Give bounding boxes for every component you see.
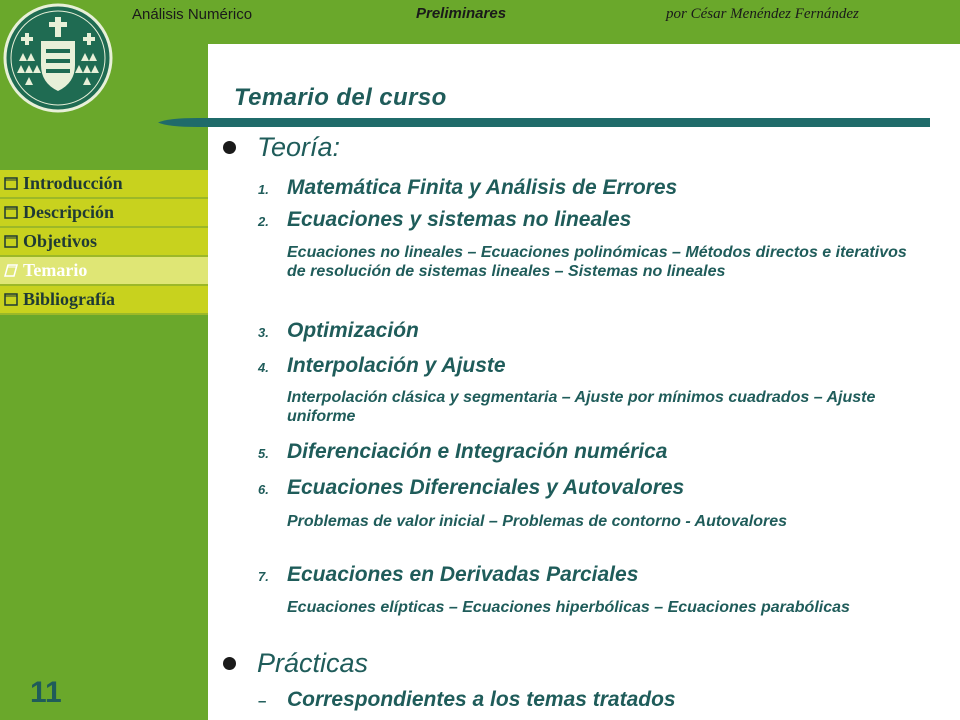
item-title: Optimización	[287, 319, 419, 342]
item-title: Correspondientes a los temas tratados	[287, 688, 676, 711]
list-item	[258, 563, 638, 587]
list-item	[258, 354, 506, 378]
item-title: Interpolación y Ajuste	[287, 354, 506, 377]
header-author: por César Menéndez Fernández	[666, 6, 859, 22]
item-title: Ecuaciones Diferenciales y Autovalores	[287, 476, 685, 499]
item-title: Matemática Finita y Análisis de Errores	[287, 176, 678, 199]
slide-title: Temario del curso	[234, 84, 447, 111]
nav-label: Descripción	[23, 202, 114, 222]
bullet-dot-icon	[223, 141, 236, 154]
nav-label: Introducción	[23, 173, 123, 193]
item-number: 4.	[258, 360, 269, 375]
nav-label: Temario	[23, 260, 88, 280]
item-number: 6.	[258, 482, 269, 497]
nav-item-bibliografia[interactable]	[0, 286, 208, 315]
practicas-heading: Prácticas	[257, 648, 369, 678]
item-title: Ecuaciones en Derivadas Parciales	[287, 563, 639, 586]
item-title: Ecuaciones y sistemas no lineales	[287, 208, 632, 231]
item-detail: Ecuaciones elípticas – Ecuaciones hiperbólicas – Ecuaciones parabólicas	[287, 599, 850, 616]
item-detail: Problemas de valor inicial – Problemas de contorno - Autovalores	[287, 513, 787, 530]
nav-item-objetivos[interactable]	[0, 228, 208, 257]
list-item	[258, 476, 684, 500]
item-number: 3.	[258, 325, 269, 340]
list-item	[258, 688, 676, 712]
item-number: 2.	[258, 214, 269, 229]
dash-marker: –	[258, 693, 267, 710]
nav-item-temario[interactable]	[0, 257, 208, 286]
nav-label: Bibliografía	[23, 289, 116, 309]
header-course: Análisis Numérico	[132, 6, 253, 23]
title-underline	[158, 118, 930, 127]
nav-label: Objetivos	[23, 231, 97, 251]
teoria-heading: Teoría:	[257, 132, 341, 162]
item-number: 5.	[258, 446, 269, 461]
notebook-icon	[4, 292, 18, 306]
university-seal-logo	[3, 3, 113, 113]
item-title: Diferenciación e Integración numérica	[287, 440, 668, 463]
list-item	[258, 208, 631, 232]
notebook-icon	[4, 205, 18, 219]
header-bar	[0, 0, 960, 24]
nav-item-descripcion[interactable]	[0, 199, 208, 228]
item-number: 1.	[258, 182, 269, 197]
header-section: Preliminares	[416, 5, 507, 22]
item-detail: Ecuaciones no lineales – Ecuaciones polinómicas – Métodos directos e iterativos de resolución de sistemas lineales – Sistemas no lineales	[287, 244, 907, 280]
page-number: 11	[30, 676, 62, 709]
open-notebook-icon	[4, 263, 18, 277]
practicas-heading-row	[220, 648, 368, 679]
list-item	[258, 440, 667, 464]
teoria-heading-row	[220, 132, 340, 163]
nav-item-introduccion[interactable]	[0, 170, 208, 199]
item-detail: Interpolación clásica y segmentaria – Ajuste por mínimos cuadrados – Ajuste uniforme	[287, 389, 876, 425]
list-item	[258, 176, 677, 200]
notebook-icon	[4, 176, 18, 190]
item-number: 7.	[258, 569, 269, 584]
nav-menu	[0, 170, 208, 315]
bullet-dot-icon	[223, 657, 236, 670]
list-item	[258, 319, 419, 343]
notebook-icon	[4, 234, 18, 248]
